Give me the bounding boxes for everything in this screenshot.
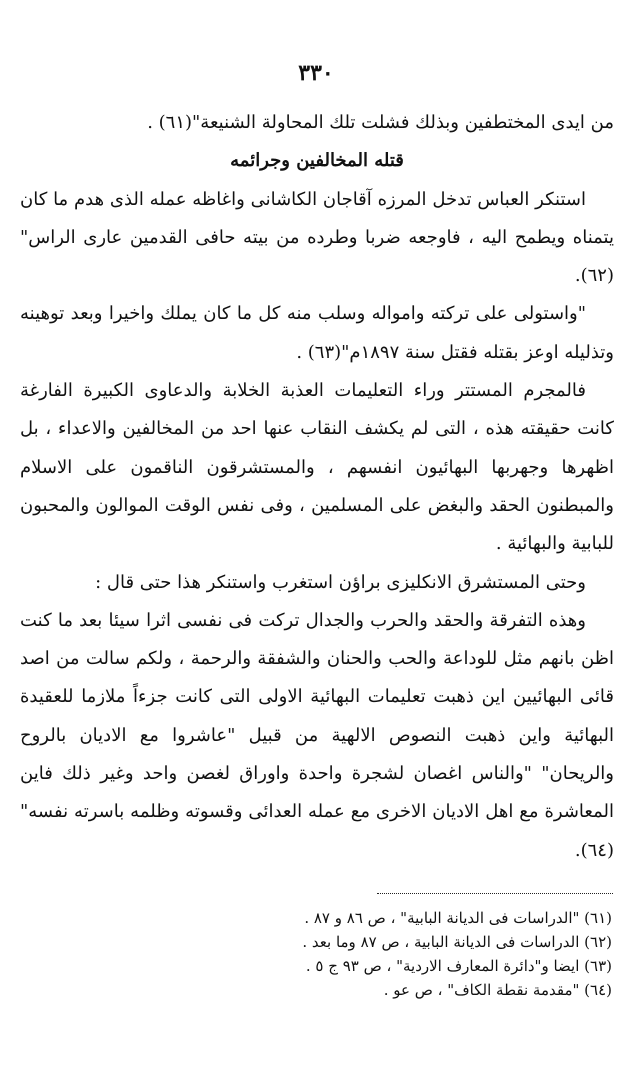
paragraph-continuation: من ايدى المختطفين وبذلك فشلت تلك المحاولة الشنيعة"(٦١) . bbox=[147, 112, 614, 133]
footnote-61: (٦١) "الدراسات فى الديانة البابية" ، ص ٨٦ و ٨٧ . bbox=[304, 909, 612, 927]
paragraph: فالمجرم المستتر وراء التعليمات العذبة الخلابة والدعاوى الكبيرة الفارغة كانت حقيقته هذه ، التى لم يكشف النقاب عنها احد من المخالفين والاعداء ، بل اظهرها وجهربها البهائيون انفسهم ، والمستشرقون الناقمون على الاسلام والمبطنون الحقد والبغض على المسلمين ، وفى نفس الوقت الموالون والمحبون للبابية والبهائية . bbox=[20, 380, 614, 555]
paragraph-quote: وهذه التفرقة والحقد والحرب والجدال تركت فى نفسى اثرا سيئا بعد ما كنت اظن بانهم مثل للوداعة والحب والحنان والشفقة والرحمة ، ولكم سالت من اصد قائى البهائيين اين ذهبت تعليمات البهائية الاولى التى كانت جزءاً ملازما للعقيدة البهائية واين ذهبت النصوص الالهية من قبيل "عاشروا مع الاديان بالروح والريحان" "والناس اغصان لشجرة واحدة واوراق لغصن واحد وغير ذلك فاين المعاشرة مع اهل الاديان الاخرى مع عمله العدائى وقسوته وظلمه باسرته نفسه"(٦٤). bbox=[20, 609, 614, 861]
paragraph: وحتى المستشرق الانكليزى براؤن استغرب واستنكر هذا حتى قال : bbox=[95, 571, 586, 593]
section-heading: قتله المخالفين وجرائمه bbox=[230, 150, 404, 172]
footnote-62: (٦٢) الدراسات فى الديانة البابية ، ص ٨٧ وما بعد . bbox=[302, 933, 612, 951]
footnotes bbox=[200, 906, 612, 1002]
paragraph: استنكر العباس تدخل المرزه آقاجان الكاشانى واغاظه عمله الذى هدم ما كان يتمناه ويطمح اليه ، فاوجعه ضربا وطرده من بيته حافى القدمين عارى الراس"(٦٢). bbox=[20, 188, 614, 287]
footnote-63: (٦٣) ايضا و"دائرة المعارف الاردية" ، ص ٩٣ ج ٥ . bbox=[305, 957, 612, 975]
paragraph: "واستولى على تركته وامواله وسلب منه كل ما كان يملك واخيرا وبعد توهينه وتذليله اوعز بقتله فقتل سنة ١٨٩٧م"(٦٣) . bbox=[20, 303, 614, 363]
body-text bbox=[20, 104, 614, 870]
footnote-64: (٦٤) "مقدمة نقطة الكاف" ، ص عو . bbox=[383, 981, 612, 999]
page-number: ٣٣٠ bbox=[298, 60, 334, 86]
footnote-separator bbox=[377, 893, 613, 894]
